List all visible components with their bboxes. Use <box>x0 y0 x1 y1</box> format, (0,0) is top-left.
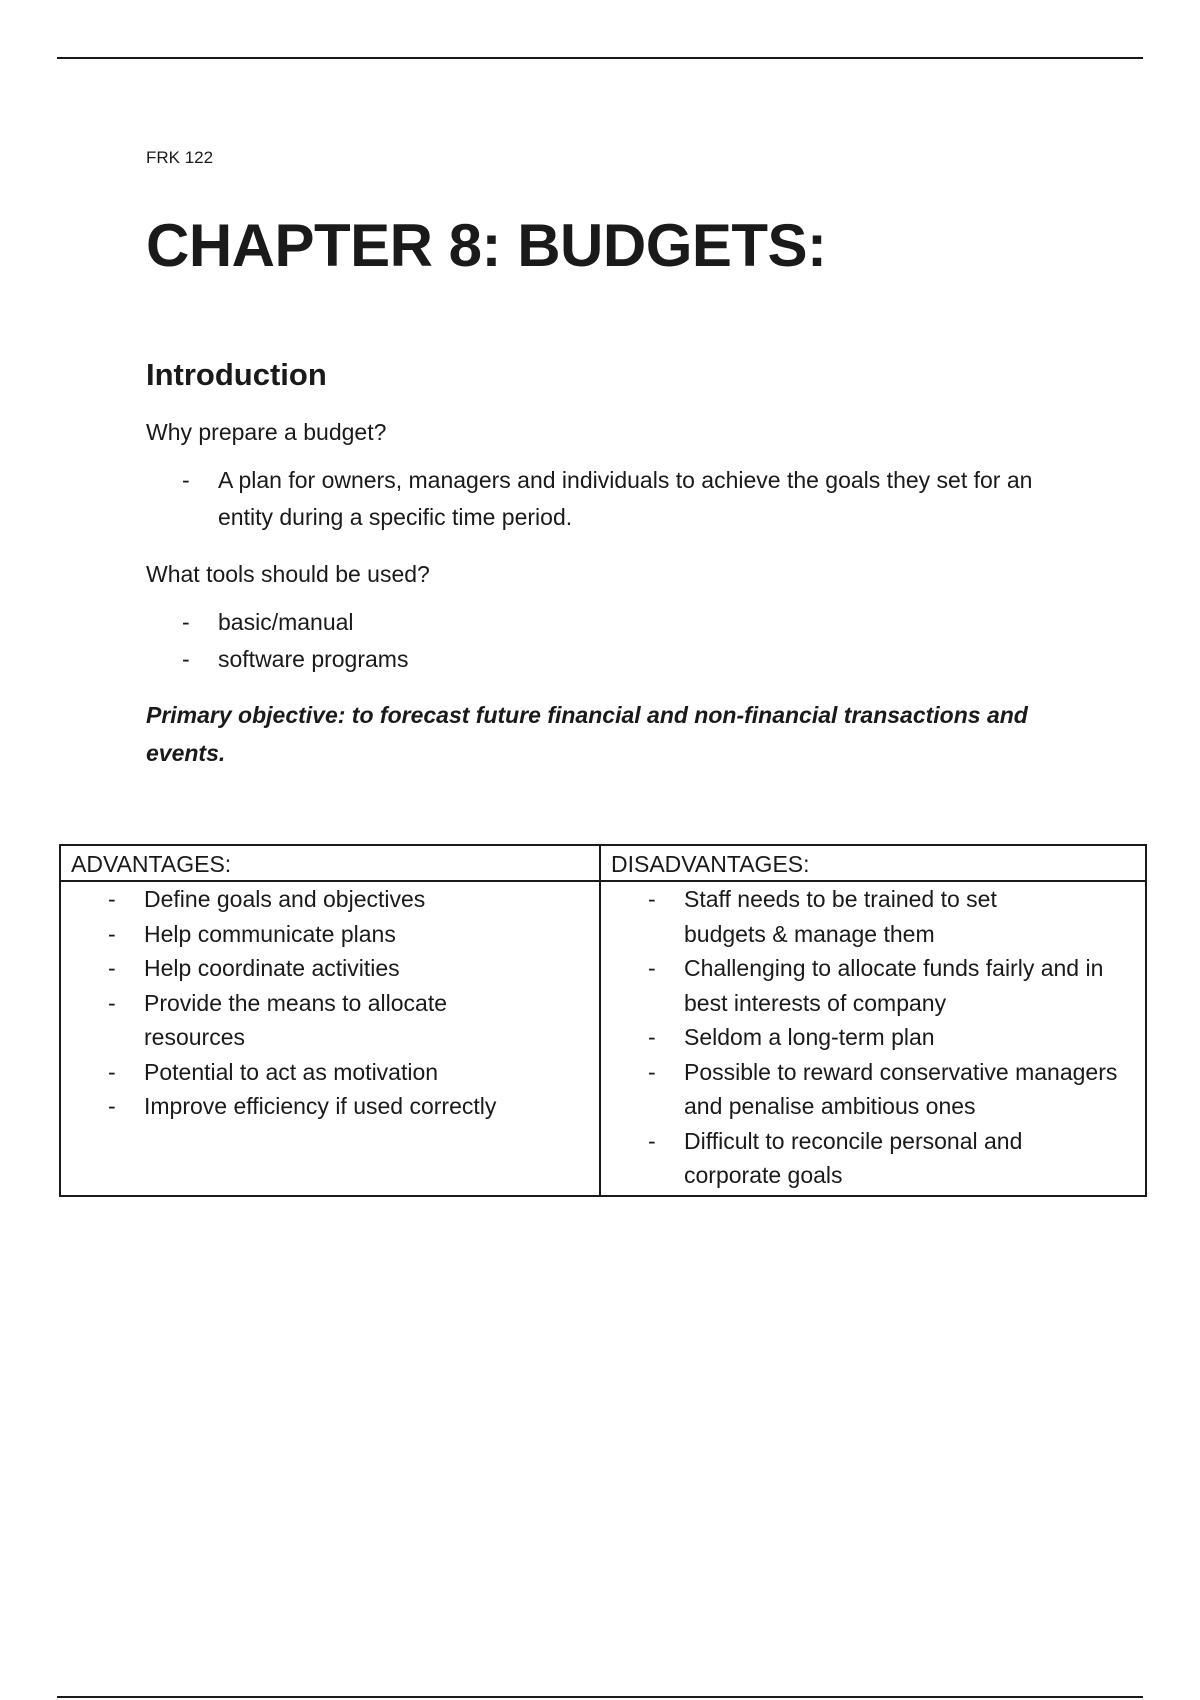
chapter-title: CHAPTER 8: BUDGETS: <box>146 212 827 279</box>
list-item-text: Possible to reward conservative managers and penalise ambitious ones <box>684 1058 1118 1119</box>
bottom-rule <box>57 1696 1143 1698</box>
list-item-text: Provide the means to allocate resources <box>144 989 448 1050</box>
list-item <box>601 1124 1145 1193</box>
dash-bullet: - <box>648 1127 656 1154</box>
question-tools: What tools should be used? <box>146 561 430 587</box>
list-item-text: A plan for owners, managers and individuals to achieve the goals they set for an entity during a specific time period. <box>218 467 1033 530</box>
list-item-text: Difficult to reconcile personal and corporate goals <box>684 1127 1023 1188</box>
page-content <box>146 146 1076 772</box>
disadvantages-cell <box>600 881 1146 1196</box>
course-code: FRK 122 <box>146 148 214 167</box>
dash-bullet: - <box>182 609 190 635</box>
why-budget-list <box>146 462 1076 536</box>
list-item <box>61 1055 599 1090</box>
top-rule <box>57 57 1143 59</box>
dash-bullet: - <box>648 955 656 981</box>
dash-bullet: - <box>108 989 116 1016</box>
list-item-text: Help coordinate activities <box>144 955 400 981</box>
list-item <box>61 986 599 1055</box>
dash-bullet: - <box>108 886 116 912</box>
advantages-table-wrapper <box>59 844 1145 1197</box>
list-item-text: Staff needs to be trained to set budgets & manage them <box>684 886 997 947</box>
dash-bullet: - <box>182 646 190 672</box>
list-item-text: Define goals and objectives <box>144 886 426 912</box>
list-item-text: Improve efficiency if used correctly <box>144 1093 497 1119</box>
list-item <box>146 641 1076 678</box>
advantages-list <box>61 882 599 1124</box>
dash-bullet: - <box>108 955 116 981</box>
table-row <box>60 881 1146 1196</box>
table-header-row <box>60 845 1146 881</box>
advantages-disadvantages-table <box>59 844 1147 1197</box>
list-item <box>601 951 1145 1020</box>
dash-bullet: - <box>648 1058 656 1085</box>
list-item <box>146 604 1076 641</box>
dash-bullet: - <box>108 920 116 947</box>
dash-bullet: - <box>648 886 656 912</box>
dash-bullet: - <box>108 1058 116 1085</box>
list-item <box>601 1020 1145 1055</box>
introduction-heading: Introduction <box>146 357 327 392</box>
list-item-text: Potential to act as motivation <box>144 1058 439 1085</box>
list-item <box>601 1055 1145 1124</box>
list-item <box>61 1089 599 1124</box>
list-item-text: Seldom a long-term plan <box>684 1024 935 1050</box>
dash-bullet: - <box>648 1024 656 1050</box>
list-item-text: basic/manual <box>218 609 354 635</box>
list-item <box>61 882 599 917</box>
list-item <box>61 917 599 952</box>
advantages-header: ADVANTAGES: <box>60 845 600 881</box>
primary-objective: Primary objective: to forecast future financial and non-financial transactions and events. <box>146 702 1028 766</box>
dash-bullet: - <box>182 467 190 493</box>
disadvantages-header: DISADVANTAGES: <box>600 845 1146 881</box>
list-item-text: software programs <box>218 646 409 672</box>
disadvantages-list <box>601 882 1145 1193</box>
question-why-budget: Why prepare a budget? <box>146 419 387 445</box>
list-item-text: Help communicate plans <box>144 920 396 947</box>
dash-bullet: - <box>108 1093 116 1119</box>
advantages-cell <box>60 881 600 1196</box>
list-item <box>146 462 1076 536</box>
list-item <box>601 882 1145 951</box>
list-item <box>61 951 599 986</box>
list-item-text: Challenging to allocate funds fairly and in best interests of company <box>684 955 1104 1016</box>
tools-list <box>146 604 1076 678</box>
